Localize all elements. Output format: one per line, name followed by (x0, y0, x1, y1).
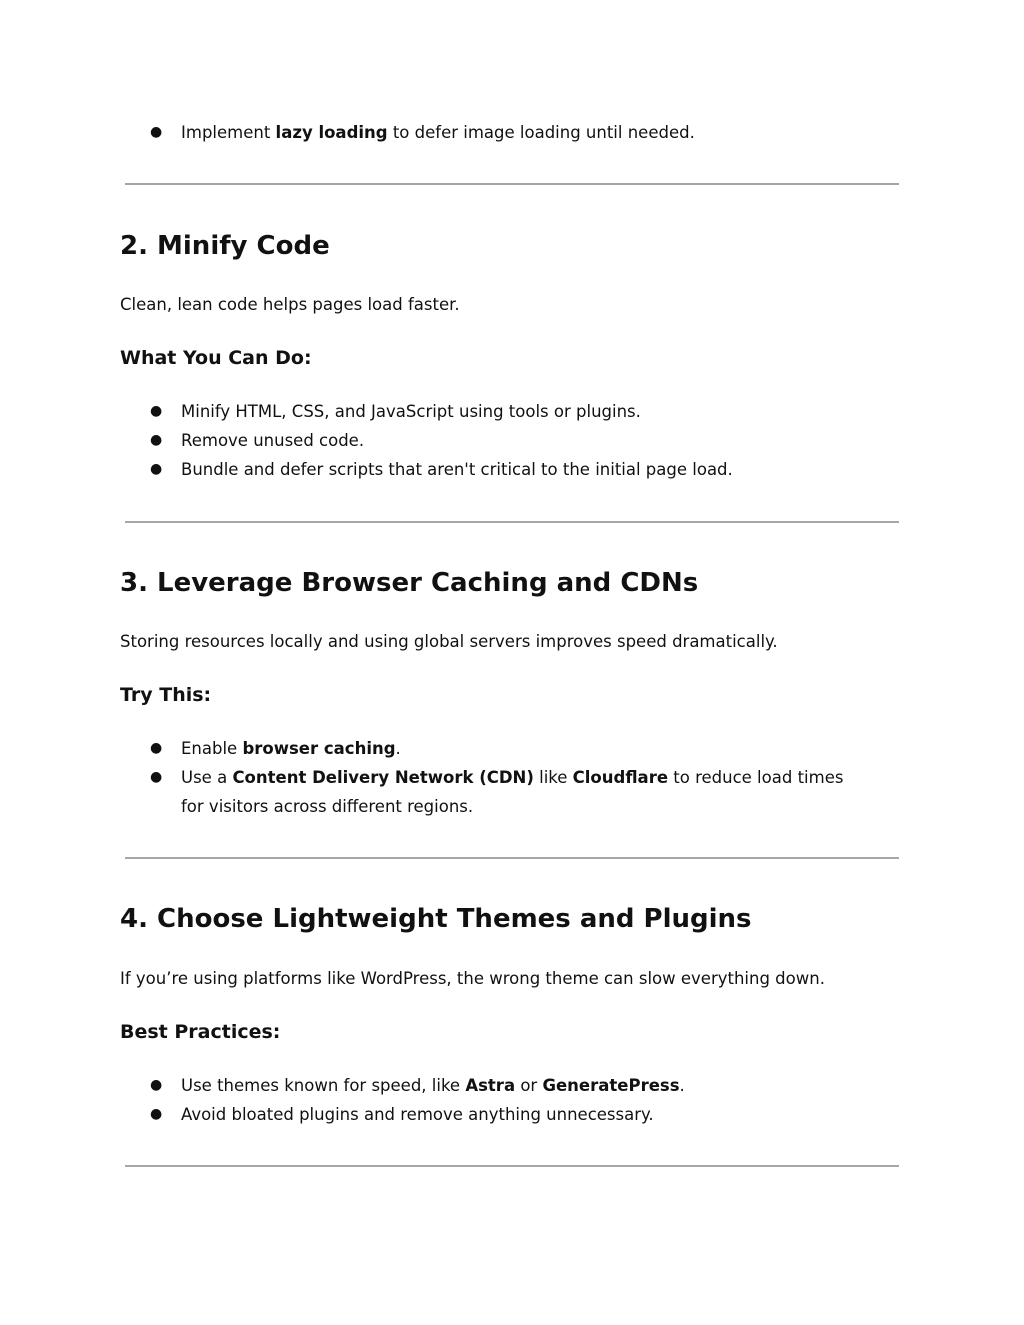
list-item: ● Minify HTML, CSS, and JavaScript using tools or plugins. (150, 397, 870, 426)
section-description: If you’re using platforms like WordPress, the wrong theme can slow everything down. (120, 969, 825, 988)
section-subheading: Best Practices: (120, 1021, 281, 1043)
section-bullet-list (150, 734, 870, 821)
list-item: ● Avoid bloated plugins and remove anything unnecessary. (150, 1100, 870, 1129)
horizontal-rule (125, 857, 899, 859)
horizontal-rule (125, 1165, 899, 1167)
list-item: ● Use a Content Delivery Network (CDN) like Cloudflare to reduce load times for visitors across different regions. (150, 763, 870, 821)
bullet-icon: ● (150, 432, 163, 448)
bullet-icon: ● (150, 769, 163, 785)
list-item: ● Bundle and defer scripts that aren't critical to the initial page load. (150, 455, 870, 484)
horizontal-rule (125, 521, 899, 523)
bullet-icon: ● (150, 1106, 163, 1122)
bullet-icon: ● (150, 461, 163, 477)
horizontal-rule (125, 183, 899, 185)
section-heading: 2. Minify Code (120, 231, 330, 261)
section-description: Storing resources locally and using global servers improves speed dramatically. (120, 632, 778, 651)
list-item: ● Enable browser caching. (150, 734, 870, 763)
bullet-icon: ● (150, 403, 163, 419)
bullet-icon: ● (150, 740, 163, 756)
section-bullet-list (150, 397, 870, 484)
section-subheading: Try This: (120, 684, 212, 706)
section-subheading: What You Can Do: (120, 347, 312, 369)
list-item: ● Remove unused code. (150, 426, 870, 455)
list-item: ● Implement lazy loading to defer image loading until needed. (150, 118, 870, 147)
bullet-icon: ● (150, 124, 163, 140)
section-bullet-list (150, 1071, 870, 1129)
section-description: Clean, lean code helps pages load faster. (120, 295, 460, 314)
intro-bullet-list (150, 118, 870, 147)
bullet-icon: ● (150, 1077, 163, 1093)
list-item: ● Use themes known for speed, like Astra or GeneratePress. (150, 1071, 870, 1100)
section-heading: 3. Leverage Browser Caching and CDNs (120, 568, 699, 598)
section-heading: 4. Choose Lightweight Themes and Plugins (120, 904, 752, 934)
